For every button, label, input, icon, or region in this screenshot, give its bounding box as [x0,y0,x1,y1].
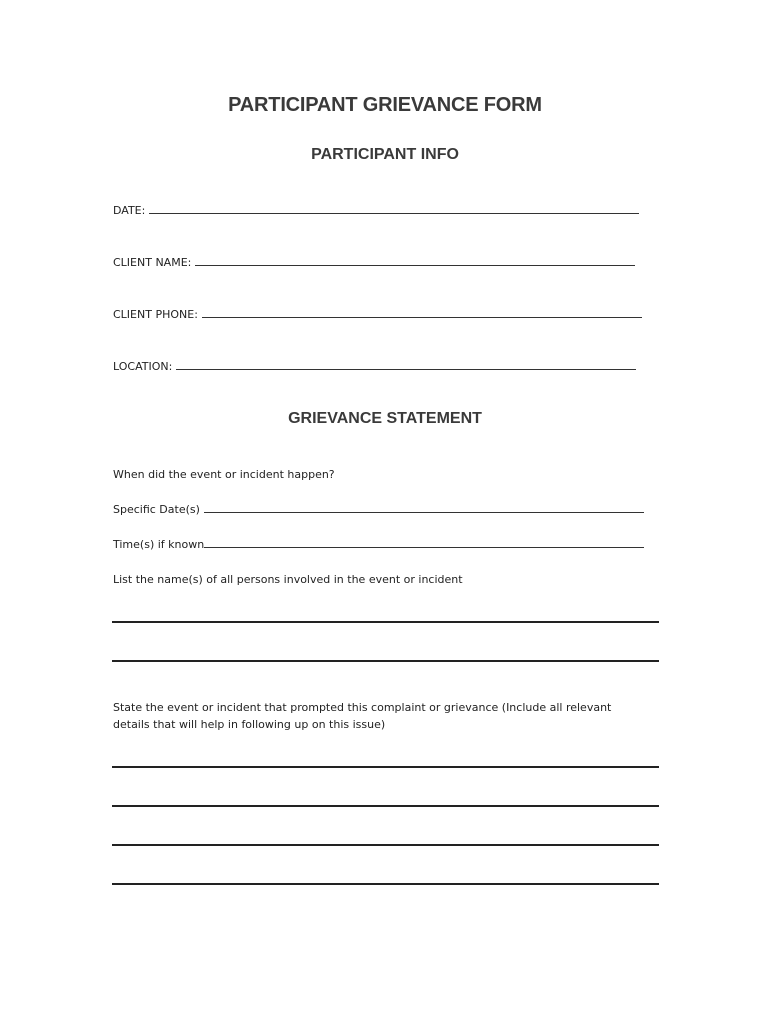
statement-answer-line-2[interactable] [112,805,659,807]
statement-prompt-line-1: State the event or incident that prompted this complaint or grievance (Include all relevant [113,701,612,714]
client-name-label: CLIENT NAME: [113,256,192,269]
specific-dates-field [113,502,644,517]
times-label: Time(s) if known [113,538,205,551]
persons-answer-line-2[interactable] [112,660,659,662]
persons-prompt: List the name(s) of all persons involved in the event or incident [113,573,463,586]
location-label: LOCATION: [113,360,173,373]
client-phone-field [113,307,642,322]
when-question: When did the event or incident happen? [113,468,335,481]
statement-answer-line-3[interactable] [112,844,659,846]
persons-answer-line-1[interactable] [112,621,659,623]
specific-dates-blank[interactable] [204,502,644,513]
statement-prompt-line-2: details that will help in following up on this issue) [113,718,386,731]
times-blank[interactable] [204,537,644,548]
location-field [113,359,636,374]
statement-answer-line-1[interactable] [112,766,659,768]
date-label: DATE: [113,204,146,217]
client-name-blank[interactable] [195,255,635,266]
participant-info-heading: PARTICIPANT INFO [311,146,459,163]
times-field [113,537,644,552]
location-blank[interactable] [176,359,636,370]
client-phone-blank[interactable] [202,307,642,318]
form-title: PARTICIPANT GRIEVANCE FORM [228,94,542,116]
statement-answer-line-4[interactable] [112,883,659,885]
date-field [113,203,639,218]
client-phone-label: CLIENT PHONE: [113,308,198,321]
specific-dates-label: Specific Date(s) [113,503,200,516]
grievance-statement-heading: GRIEVANCE STATEMENT [288,410,482,427]
client-name-field [113,255,635,270]
date-blank[interactable] [149,203,639,214]
